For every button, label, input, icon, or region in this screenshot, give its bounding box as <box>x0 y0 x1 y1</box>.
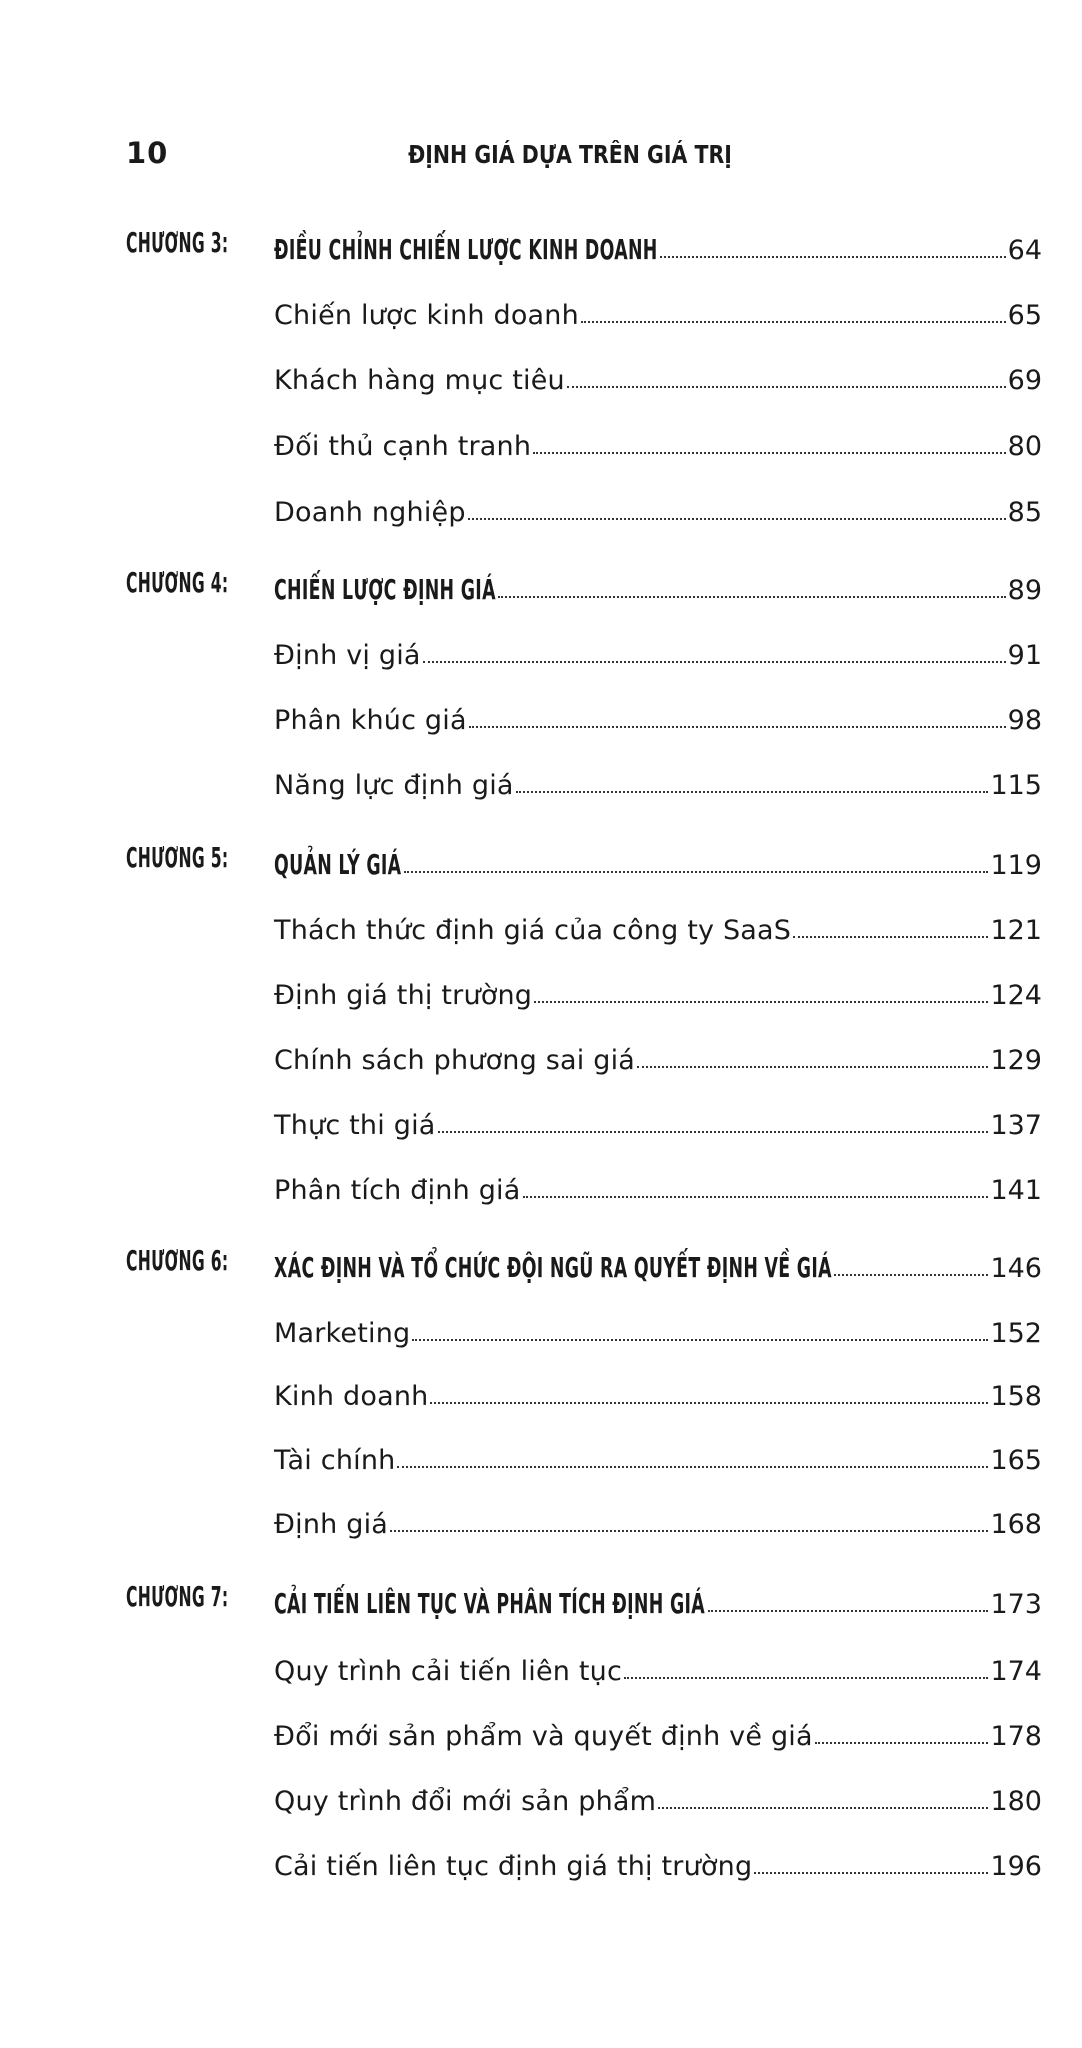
dot-leader <box>708 1610 988 1612</box>
dot-leader <box>660 256 1006 258</box>
chapter-title: XÁC ĐỊNH VÀ TỔ CHỨC ĐỘI NGŨ RA QUYẾT ĐỊNH VỀ GIÁ <box>274 1251 832 1284</box>
section-title: Khách hàng mục tiêu <box>274 365 565 396</box>
section-entry <box>274 352 1042 396</box>
toc-section-row <box>0 287 1082 331</box>
section-entry <box>274 1643 1042 1687</box>
section-title: Phân khúc giá <box>274 705 467 736</box>
section-title: Chiến lược kinh doanh <box>274 300 579 331</box>
toc-section-row <box>0 1838 1082 1882</box>
section-entry <box>274 1773 1042 1817</box>
page-ref: 196 <box>990 1851 1042 1882</box>
section-entry <box>274 1496 1042 1540</box>
chapter-title: CHIẾN LƯỢC ĐỊNH GIÁ <box>274 573 496 606</box>
toc-chapter-row <box>0 837 1082 881</box>
page-ref: 69 <box>1007 365 1042 396</box>
chapter-label: CHƯƠNG 6: <box>126 1244 229 1277</box>
section-title: Chính sách phương sai giá <box>274 1045 636 1076</box>
section-entry <box>274 692 1042 736</box>
toc-chapter-row <box>0 562 1082 606</box>
section-title: Quy trình đổi mới sản phẩm <box>274 1786 657 1817</box>
section-title: Năng lực định giá <box>274 770 514 801</box>
toc-section-row <box>0 1432 1082 1476</box>
section-entry <box>274 902 1042 946</box>
toc-section-row <box>0 692 1082 736</box>
dot-leader <box>516 791 989 793</box>
section-entry <box>274 1305 1042 1349</box>
page-ref: 115 <box>990 770 1042 801</box>
dot-leader <box>567 386 1006 388</box>
chapter-label: CHƯƠNG 4: <box>126 566 229 599</box>
dot-leader <box>412 1339 988 1341</box>
dot-leader <box>397 1466 988 1468</box>
page-ref: 85 <box>1007 497 1042 528</box>
page-ref: 180 <box>990 1786 1042 1817</box>
toc-section-row <box>0 418 1082 462</box>
dot-leader <box>469 726 1006 728</box>
section-entry <box>274 287 1042 331</box>
section-title: Kinh doanh <box>274 1381 429 1412</box>
section-title: Đối thủ cạnh tranh <box>274 431 532 462</box>
section-title: Quy trình cải tiến liên tục <box>274 1656 623 1687</box>
toc-section-row <box>0 627 1082 671</box>
page-ref: 152 <box>990 1318 1042 1349</box>
page-ref: 64 <box>1007 235 1042 266</box>
dot-leader <box>523 1196 989 1198</box>
running-title: ĐỊNH GIÁ DỰA TRÊN GIÁ TRỊ <box>408 140 732 169</box>
section-entry <box>274 627 1042 671</box>
page-ref: 129 <box>990 1045 1042 1076</box>
section-title: Thách thức định giá của công ty SaaS <box>274 915 792 946</box>
dot-leader <box>815 1742 989 1744</box>
page-ref: 80 <box>1007 431 1042 462</box>
page-ref: 146 <box>990 1253 1042 1284</box>
page-ref: 141 <box>990 1175 1042 1206</box>
section-entry <box>274 1368 1042 1412</box>
page-ref: 165 <box>990 1445 1042 1476</box>
dot-leader <box>533 452 1005 454</box>
dot-leader <box>430 1402 988 1404</box>
page-ref: 91 <box>1007 640 1042 671</box>
chapter-label: CHƯƠNG 7: <box>126 1580 229 1613</box>
section-title: Đổi mới sản phẩm và quyết định về giá <box>274 1721 813 1752</box>
dot-leader <box>438 1131 989 1133</box>
chapter-title: ĐIỀU CHỈNH CHIẾN LƯỢC KINH DOANH <box>274 233 658 266</box>
page-ref: 89 <box>1007 575 1042 606</box>
page-number: 10 <box>126 136 169 170</box>
toc-section-row <box>0 1773 1082 1817</box>
chapter-label: CHƯƠNG 3: <box>126 226 229 259</box>
toc-section-row <box>0 1305 1082 1349</box>
toc-section-row <box>0 1162 1082 1206</box>
section-entry <box>274 1708 1042 1752</box>
toc-chapter-row <box>0 1576 1082 1620</box>
page-ref: 174 <box>990 1656 1042 1687</box>
page-ref: 173 <box>990 1589 1042 1620</box>
section-title: Định giá <box>274 1509 389 1540</box>
section-entry <box>274 1032 1042 1076</box>
toc-section-row <box>0 1643 1082 1687</box>
section-entry <box>274 757 1042 801</box>
chapter-entry <box>274 1576 1042 1620</box>
dot-leader <box>468 518 1006 520</box>
dot-leader <box>423 661 1006 663</box>
toc-section-row <box>0 1368 1082 1412</box>
toc-section-row <box>0 902 1082 946</box>
toc-chapter-row <box>0 222 1082 266</box>
section-entry <box>274 484 1042 528</box>
section-title: Định vị giá <box>274 640 421 671</box>
toc-section-row <box>0 1097 1082 1141</box>
section-title: Doanh nghiệp <box>274 497 466 528</box>
section-title: Tài chính <box>274 1445 396 1476</box>
page-ref: 119 <box>990 850 1042 881</box>
dot-leader <box>658 1807 988 1809</box>
toc-section-row <box>0 967 1082 1011</box>
dot-leader <box>754 1872 988 1874</box>
dot-leader <box>793 936 988 938</box>
section-title: Marketing <box>274 1318 411 1349</box>
toc-chapter-row <box>0 1240 1082 1284</box>
page-ref: 65 <box>1007 300 1042 331</box>
chapter-title: QUẢN LÝ GIÁ <box>274 848 402 881</box>
toc-section-row <box>0 484 1082 528</box>
dot-leader <box>404 871 988 873</box>
page-ref: 137 <box>990 1110 1042 1141</box>
section-title: Định giá thị trường <box>274 980 533 1011</box>
page-ref: 98 <box>1007 705 1042 736</box>
dot-leader <box>581 321 1006 323</box>
chapter-entry <box>274 837 1042 881</box>
section-title: Thực thi giá <box>274 1110 436 1141</box>
dot-leader <box>624 1677 988 1679</box>
section-title: Cải tiến liên tục định giá thị trường <box>274 1851 753 1882</box>
section-entry <box>274 1097 1042 1141</box>
chapter-title: CẢI TIẾN LIÊN TỤC VÀ PHÂN TÍCH ĐỊNH GIÁ <box>274 1587 706 1620</box>
dot-leader <box>498 596 1006 598</box>
chapter-entry <box>274 222 1042 266</box>
page-ref: 168 <box>990 1509 1042 1540</box>
toc-section-row <box>0 1496 1082 1540</box>
dot-leader <box>834 1274 988 1276</box>
page-ref: 124 <box>990 980 1042 1011</box>
toc-section-row <box>0 1032 1082 1076</box>
dot-leader <box>534 1001 988 1003</box>
dot-leader <box>390 1530 988 1532</box>
chapter-entry <box>274 1240 1042 1284</box>
dot-leader <box>637 1066 988 1068</box>
chapter-entry <box>274 562 1042 606</box>
chapter-label: CHƯƠNG 5: <box>126 841 229 874</box>
section-entry <box>274 1162 1042 1206</box>
section-entry <box>274 967 1042 1011</box>
section-entry <box>274 1432 1042 1476</box>
toc-section-row <box>0 1708 1082 1752</box>
page-ref: 121 <box>990 915 1042 946</box>
section-entry <box>274 1838 1042 1882</box>
page-ref: 178 <box>990 1721 1042 1752</box>
page-ref: 158 <box>990 1381 1042 1412</box>
section-entry <box>274 418 1042 462</box>
section-title: Phân tích định giá <box>274 1175 521 1206</box>
toc-section-row <box>0 757 1082 801</box>
toc-section-row <box>0 352 1082 396</box>
